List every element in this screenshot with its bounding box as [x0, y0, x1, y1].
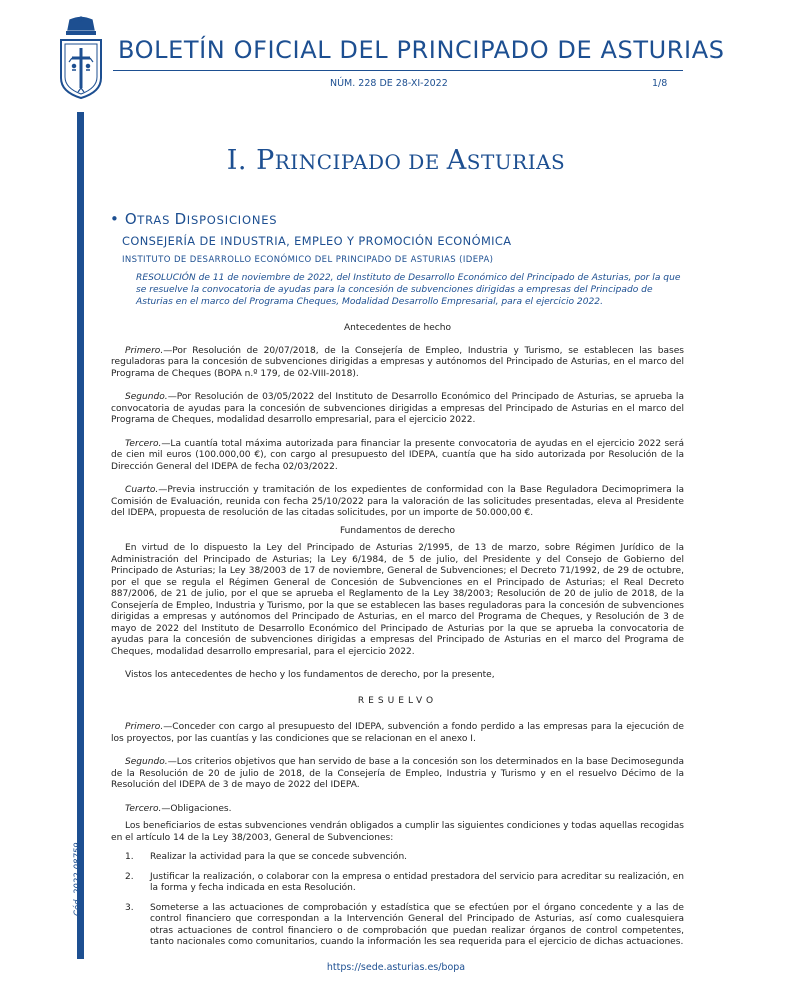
segundo-text: —Por Resolución de 03/05/2022 del Instituto de Desarrollo Económico del Principado de Asturias, se aprueba la convocatoria de ayudas para la concesión de subvenciones dirigidas a empresas del Principado de Asturias en el marco del Programa de Cheques, modalidad desarrollo empresarial, para el ejercicio 2022. — [111, 392, 684, 425]
r-tercero-label: Tercero. — [125, 803, 162, 814]
paragraph-beneficiarios: Los beneficiarios de estas subvenciones vendrán obligados a cumplir las siguientes condiciones y todas aquellas recogidas en el artículo 14 de la Ley 38/2003, General de Subvenciones: — [111, 821, 684, 843]
coat-of-arms-logo — [56, 16, 106, 100]
subsection-heading — [110, 210, 277, 228]
tercero-label: Tercero. — [125, 438, 162, 449]
side-code — [64, 836, 106, 916]
paragraph-vistos: Vistos los antecedentes de hecho y los fundamentos de derecho, por la presente, — [125, 670, 495, 680]
subsection-rest2: ISPOSICIONES — [186, 213, 278, 227]
obligations-list — [111, 852, 684, 949]
side-code-text: Cód. 2022-08759 — [73, 842, 83, 916]
header-divider — [113, 70, 683, 71]
page-number: 1/8 — [652, 78, 668, 89]
subsection-first: O — [124, 210, 138, 228]
list-item-number: 1. — [125, 852, 134, 862]
paragraph-r-tercero — [111, 804, 684, 816]
section-first2: A — [446, 145, 467, 176]
section-heading — [0, 145, 792, 176]
document-body — [111, 323, 684, 957]
fundamentos-heading: Fundamentos de derecho — [339, 525, 456, 536]
list-item — [111, 872, 684, 895]
section-first: I. P — [226, 145, 275, 176]
segundo-label: Segundo. — [125, 392, 168, 402]
institute-name: INSTITUTO DE DESARROLLO ECONÓMICO DEL PRINCIPADO DE ASTURIAS (IDEPA) — [122, 255, 494, 265]
paragraph-tercero — [111, 439, 684, 474]
subsection-rest: TRAS — [137, 213, 175, 227]
resuelvo-heading: RESUELVO — [357, 695, 438, 706]
footer-link[interactable]: https://sede.asturias.es/bopa — [326, 962, 466, 973]
list-item-text: Realizar la actividad para la que se concede subvención. — [150, 852, 408, 862]
paragraph-r-segundo — [111, 757, 684, 792]
antecedentes-heading: Antecedentes de hecho — [343, 323, 452, 333]
cuarto-label: Cuarto. — [125, 485, 159, 495]
issue-number: NÚM. 228 DE 28-XI-2022 — [330, 78, 448, 89]
r-segundo-text: —Los criterios objetivos que han servido de base a la concesión son los determinados en la base Decimosegunda de la Resolución de 20 de julio de 2018, de la Consejería de Empleo, Industria y Turismo y en el resuelvo Décimo de la Resolución del IDEPA de 3 de mayo de 2022 del IDEPA. — [111, 757, 684, 790]
list-item-number: 3. — [125, 902, 134, 913]
resolution-title: RESOLUCIÓN de 11 de noviembre de 2022, del Instituto de Desarrollo Económico del Principado de Asturias, por la que se resuelve la convocatoria de ayudas para la concesión de subvenciones dirigidas a empresas del Principado de Asturias en el marco del Programa Cheques, Modalidad Desarrollo Empresarial, para el ejercicio 2022. — [136, 273, 681, 307]
paragraph-segundo — [111, 392, 684, 427]
paragraph-cuarto — [111, 485, 684, 520]
primero-text: —Por Resolución de 20/07/2018, de la Consejería de Empleo, Industria y Turismo, se establecen las bases reguladoras para la concesión de subvenciones dirigidas a empresas y autónomos del Principado de Asturias, en el marco del Programa de Cheques (BOPA n.º 179, de 02-VIII-2018). — [111, 345, 684, 379]
subsection-first2: D — [174, 210, 187, 228]
section-rest2: STURIAS — [466, 150, 566, 174]
list-item-number: 2. — [125, 871, 134, 882]
list-item — [111, 852, 684, 864]
bullet: • — [110, 210, 125, 228]
paragraph-r-primero — [111, 722, 684, 745]
list-item-text: Someterse a las actuaciones de comprobación y estadística que se efectúen por el órgano concedente y a las de control financiero que correspondan a la Intervención General del Principado de Asturias, así como cualesquiera otras actuaciones de control financiero o de comprobación que puedan realizar órganos de control competentes, tanto nacionales como comunitarios, cuando la información les sea requerida para el ejercicio de dichas actuaciones. — [150, 902, 684, 947]
section-rest: RINCIPADO DE — [274, 150, 447, 174]
bulletin-title: BOLETÍN OFICIAL DEL PRINCIPADO DE ASTURIAS — [118, 36, 725, 64]
side-bar — [77, 112, 84, 959]
primero-label: Primero. — [125, 345, 164, 356]
list-item-text: Justificar la realización, o colaborar con la empresa o entidad prestadora del servicio para acreditar su realización, en la forma y fecha indicada en esta Resolución. — [150, 871, 684, 893]
r-tercero-text: —Obligaciones. — [161, 803, 232, 814]
paragraph-primero — [111, 346, 684, 381]
department-name: CONSEJERÍA DE INDUSTRIA, EMPLEO Y PROMOCIÓN ECONÓMICA — [122, 234, 512, 248]
r-segundo-label: Segundo. — [125, 757, 168, 767]
r-primero-text: —Conceder con cargo al presupuesto del IDEPA, subvención a fondo perdido a las empresas para la ejecución de los proyectos, por las cuantías y las condiciones que se relacionan en el anexo I. — [111, 722, 684, 744]
cuarto-text: —Previa instrucción y tramitación de los expedientes de conformidad con la Base Reguladora Decimoprimera la Comisión de Evaluación, reunida con fecha 25/10/2022 para la valoración de las solicitudes presentadas, eleva al Presidente del IDEPA, propuesta de resolución de las citadas solicitudes, por un importe de 50.000,00 €. — [111, 485, 684, 518]
list-item — [111, 903, 684, 949]
r-primero-label: Primero. — [125, 722, 164, 732]
tercero-text: —La cuantía total máxima autorizada para financiar la presente convocatoria de ayudas en el ejercicio 2022 será de cien mil euros (100.000,00 €), con cargo al presupuesto del IDEPA, cuantía que ha sido autorizada por Resolución de la Dirección General del IDEPA de fecha 02/03/2022. — [111, 438, 684, 472]
paragraph-fundamentos: En virtud de lo dispuesto la Ley del Principado de Asturias 2/1995, de 13 de marzo, sobre Régimen Jurídico de la Administración del Principado de Asturias; la Ley 6/1984, de 5 de julio, del Presidente y del Consejo de Gobierno del Principado de Asturias; la Ley 38/2003 de 17 de noviembre, General de Subvenciones; el Decreto 71/1992, de 29 de octubre, por el que se regula el Régimen General de Concesión de Subvenciones en el Principado de Asturias; el Real Decreto 887/2006, de 21 de julio, por el que se aprueba el Reglamento de la Ley 38/2003; Resolución de 20 de julio de 2018, de la Consejería de Empleo, Industria y Turismo, por la que se establecen las bases reguladoras para la concesión de subvenciones dirigidas a empresas y autónomos del Principado de Asturias, en el marco del Programa de Cheques, y Resolución de 3 de mayo de 2022 del Instituto de Desarrollo Económico del Principado de Asturias por la que se aprueba la convocatoria de ayudas para la concesión de subvenciones dirigidas a empresas del Principado de Asturias en el marco del Programa de Cheques, modalidad desarrollo empresarial, para el ejercicio 2022. — [111, 543, 684, 657]
